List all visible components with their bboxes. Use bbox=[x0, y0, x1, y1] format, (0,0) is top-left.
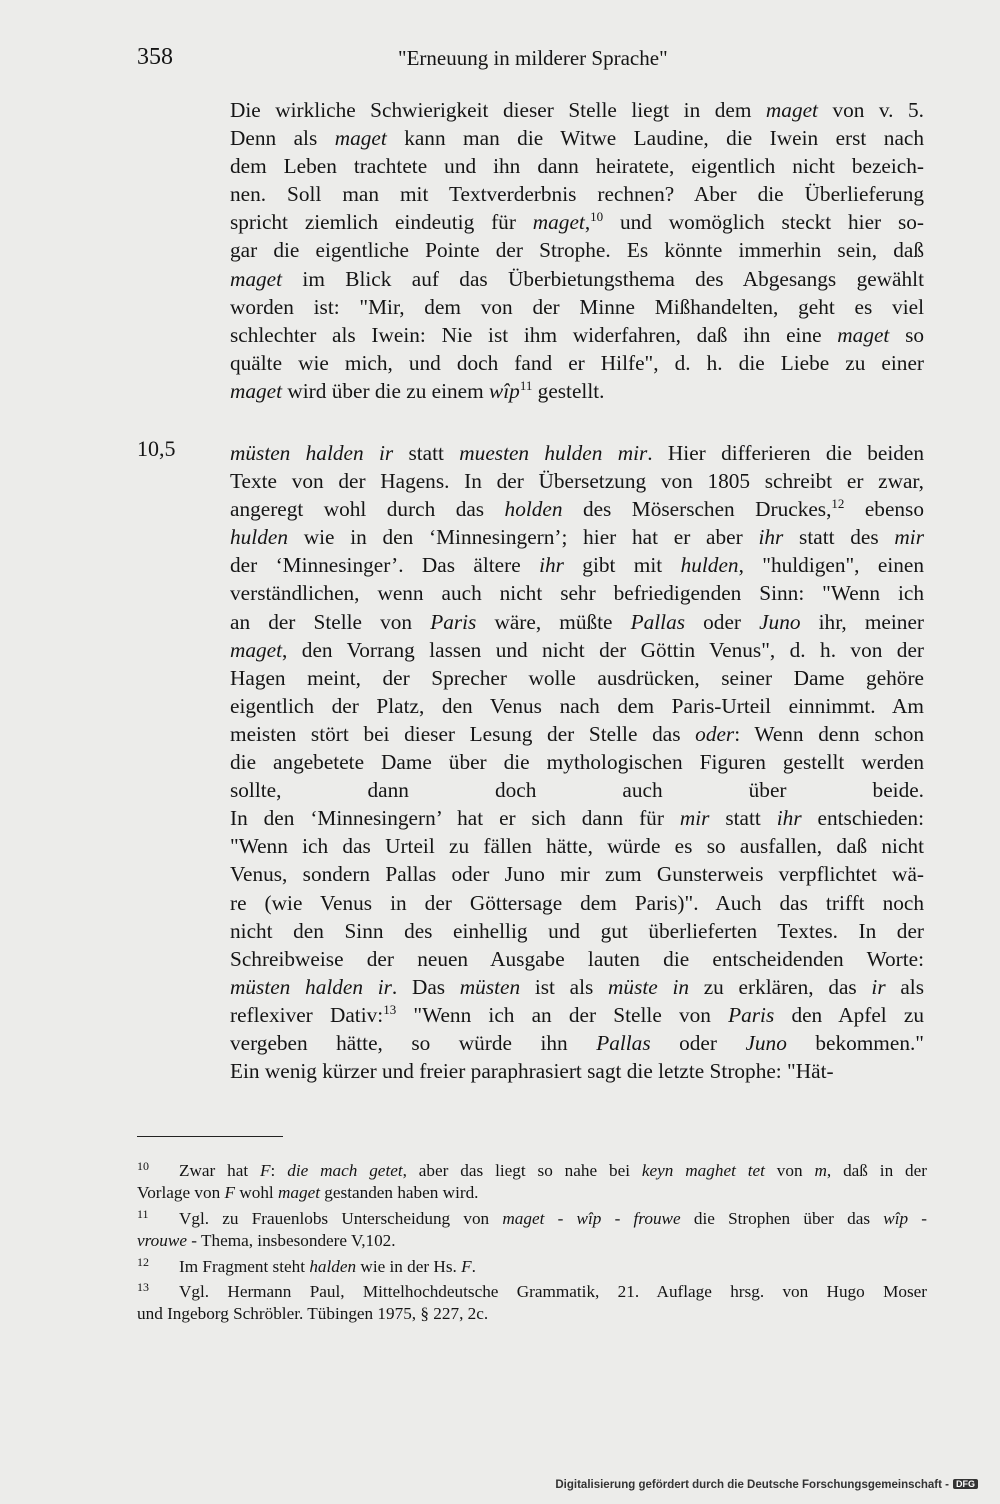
text-line: reflexiver Dativ:$^{13}$ "Wenn ich an der Stelle von Paris den Apfel zu bbox=[230, 1001, 924, 1027]
text-line: schlechter als Iwein: Nie ist ihm widerfahren, daß ihn eine maget so bbox=[230, 322, 925, 347]
text-line: vergeben hätte, so würde ihn Pallas oder Juno bekommen." bbox=[230, 1030, 924, 1055]
footnote-line: 12 Im Fragment steht halden wie in der Hs. F. bbox=[137, 1251, 927, 1278]
page-number: 358 bbox=[137, 44, 173, 70]
text-line: maget, den Vorrang lassen und nicht der Göttin Venus", d. h. von der bbox=[230, 637, 924, 662]
footnote-number: 10 bbox=[137, 1159, 149, 1173]
text-line: eigentlich der Platz, den Venus nach dem Paris-Urteil einnimmt. Am bbox=[230, 693, 924, 718]
footnote-number: 12 bbox=[137, 1255, 149, 1269]
footnote-line: 11 Vgl. zu Frauenlobs Unterscheidung von maget - wîp - frouwe die Strophen über das wîp - bbox=[137, 1203, 927, 1230]
text-line: Ein wenig kürzer und freier paraphrasiert sagt die letzte Strophe: "Hät- bbox=[230, 1059, 834, 1084]
footnote-line: 10 Zwar hat F: die mach getet, aber das liegt so nahe bei keyn maghet tet von m, daß in der bbox=[137, 1155, 927, 1182]
footnote-number: 11 bbox=[137, 1207, 149, 1221]
commentary-paragraph-2 bbox=[230, 439, 924, 1085]
text-line: quälte wie mich, und doch fand er Hilfe", d. h. die Liebe zu einer bbox=[230, 350, 924, 375]
commentary-paragraph-1 bbox=[230, 96, 924, 405]
text-line: verständlichen, wenn auch nicht sehr befriedigenden Sinn: "Wenn ich bbox=[230, 581, 924, 606]
text-line: Die wirkliche Schwierigkeit dieser Stelle liegt in dem maget von v. 5. bbox=[230, 98, 924, 122]
text-line: worden ist: "Mir, dem von der Minne Mißhandelten, geht es viel bbox=[230, 294, 924, 319]
text-line: angeregt wohl durch das holden des Möserschen Druckes,$^{12}$ ebenso bbox=[230, 496, 924, 522]
footnote-line: 13 Vgl. Hermann Paul, Mittelhochdeutsche Grammatik, 21. Auflage hrsg. von Hugo Moser bbox=[137, 1276, 927, 1303]
footnote-line: und Ingeborg Schröbler. Tübingen 1975, § 227, 2c. bbox=[137, 1304, 489, 1324]
text-line: dem Leben trachtete und ihn dann heiratete, eigentlich nicht bezeich- bbox=[230, 154, 924, 179]
footnote-10 bbox=[137, 1155, 927, 1205]
footnote-11 bbox=[137, 1203, 927, 1253]
text-line: die angebetete Dame über die mythologischen Figuren gestellt werden bbox=[230, 750, 924, 775]
text-line: gar die eigentliche Pointe der Strophe. Es könnte immerhin sein, daß bbox=[230, 238, 924, 263]
dfg-logo: DFG bbox=[953, 1479, 978, 1489]
text-line: Hagen meint, der Sprecher wolle ausdrücken, seiner Dame gehöre bbox=[230, 665, 924, 690]
text-line: nicht den Sinn des einhellig und gut überlieferten Textes. In der bbox=[230, 918, 924, 943]
text-line: spricht ziemlich eindeutig für maget,$^{10}$ und womöglich steckt hier so- bbox=[230, 209, 924, 235]
text-line: hulden wie in den ‘Minnesingern’; hier hat er aber ihr statt des mir bbox=[230, 525, 924, 550]
text-line: Denn als maget kann man die Witwe Laudine, die Iwein erst nach bbox=[230, 126, 925, 151]
digitization-credit bbox=[555, 1479, 978, 1491]
footnote-line: vrouwe - Thema, insbesondere V,102. bbox=[137, 1231, 396, 1251]
footnote-line: Vorlage von F wohl maget gestanden haben wird. bbox=[137, 1183, 479, 1203]
running-title: "Erneuung in milderer Sprache" bbox=[398, 46, 668, 70]
text-line: der ‘Minnesinger’. Das ältere ihr gibt mit hulden, "huldigen", einen bbox=[230, 553, 924, 578]
text-line: re (wie Venus in der Göttersage dem Paris)". Auch das trifft noch bbox=[230, 890, 924, 915]
footnote-12 bbox=[137, 1251, 927, 1278]
footnote-13 bbox=[137, 1276, 927, 1326]
text-line: an der Stelle von Paris wäre, müßte Pallas oder Juno ihr, meiner bbox=[230, 609, 924, 634]
verse-reference: 10,5 bbox=[137, 436, 176, 461]
text-line: maget im Blick auf das Überbietungsthema des Abgesangs gewählt bbox=[230, 266, 924, 291]
text-line: Venus, sondern Pallas oder Juno mir zum Gunsterweis verpflichtet wä- bbox=[230, 862, 924, 887]
footnote-divider bbox=[137, 1136, 283, 1137]
credit-text: Digitalisierung gefördert durch die Deutsche Forschungsgemeinschaft - bbox=[555, 1479, 949, 1491]
text-line: Texte von der Hagens. In der Übersetzung von 1805 schreibt er zwar, bbox=[230, 469, 924, 494]
text-line: In den ‘Minnesingern’ hat er sich dann für mir statt ihr entschieden: bbox=[230, 806, 924, 831]
text-line: nen. Soll man mit Textverderbnis rechnen? Aber die Überlieferung bbox=[230, 182, 924, 207]
footnote-number: 13 bbox=[137, 1280, 149, 1294]
text-line: meisten stört bei dieser Lesung der Stelle das oder: Wenn denn schon bbox=[230, 721, 925, 746]
text-line: Schreibweise der neuen Ausgabe lauten die entscheidenden Worte: bbox=[230, 946, 924, 971]
text-line: müsten halden ir. Das müsten ist als müste in zu erklären, das ir als bbox=[230, 974, 925, 999]
text-line: sollte, dann doch auch über beide. bbox=[230, 778, 924, 803]
text-line: müsten halden ir statt muesten hulden mir. Hier differieren die beiden bbox=[230, 441, 924, 465]
text-line: "Wenn ich das Urteil zu fällen hätte, würde es so ausfallen, daß nicht bbox=[230, 834, 924, 859]
text-line: maget wird über die zu einem wîp$^{11}$ gestellt. bbox=[230, 377, 605, 403]
